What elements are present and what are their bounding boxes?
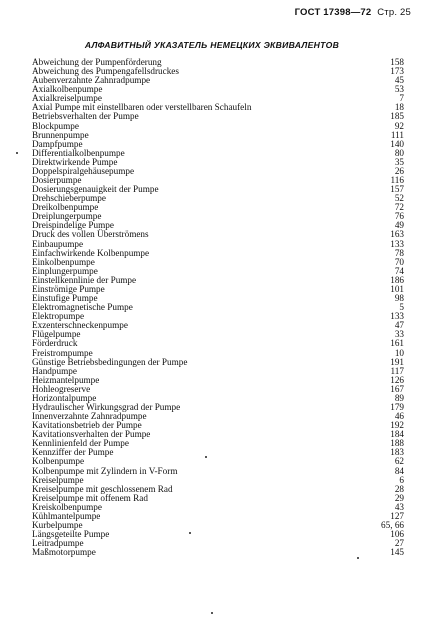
entry-page-number: 84 (394, 465, 404, 476)
entry-term: Freistrompumpe (32, 347, 93, 358)
page-number: Стр. 25 (377, 7, 411, 18)
entry-term: Dosierungsgenauigkeit der Pumpe (32, 184, 159, 195)
entry-term: Direktwirkende Pumpe (32, 156, 118, 167)
entry-term: Förderdruck (32, 338, 78, 349)
entry-page-number: 133 (390, 238, 404, 249)
entry-term: Axial Pumpe mit einstellbaren oder verstellbaren Schaufeln (32, 102, 252, 113)
index-entry (32, 112, 404, 121)
entry-page-number: 111 (390, 129, 404, 140)
entry-page-number: 179 (390, 401, 404, 412)
entry-page-number: 184 (390, 429, 404, 440)
entry-term: Innenverzahnte Zahnradpumpe (32, 411, 147, 422)
entry-term: Exzenterschneckenpumpe (32, 320, 128, 331)
entry-page-number: 185 (390, 111, 404, 122)
index-entry (32, 230, 404, 239)
entry-term: Kurbelpumpe (32, 519, 83, 530)
index-entry (32, 330, 404, 339)
entry-term: Axialkolbenpumpe (32, 84, 103, 95)
entry-page-number: 192 (390, 420, 404, 431)
entry-page-number: 116 (390, 175, 404, 186)
entry-term: Doppelspiralgehäusepumpe (32, 165, 135, 176)
entry-term: Leitradpumpe (32, 538, 84, 549)
entry-term: Maßmotorpumpe (32, 547, 96, 558)
scan-speck (189, 532, 191, 534)
entry-term: Kolbenpumpe mit Zylindern in V-Form (32, 465, 178, 476)
index-entry (32, 321, 404, 330)
index-entry (32, 467, 404, 476)
entry-term: Druck des vollen Überströmens (32, 229, 149, 240)
entry-term: Einströmige Pumpe (32, 283, 105, 294)
scan-speck (357, 557, 359, 559)
entry-page-number: 35 (394, 156, 404, 167)
standard-number: ГОСТ 17398—72 (294, 7, 372, 18)
entry-term: Dreikolbenpumpe (32, 202, 99, 213)
index-entry (32, 167, 404, 176)
entry-page-number: 46 (394, 411, 404, 422)
running-head (295, 7, 411, 18)
entry-term: Handpumpe (32, 365, 77, 376)
entry-page-number: 167 (390, 383, 404, 394)
entry-term: Einfachwirkende Kolbenpumpe (32, 247, 150, 258)
entry-page-number: 33 (394, 329, 404, 340)
entry-page-number: 53 (394, 84, 404, 95)
entry-term: Elektromagnetische Pumpe (32, 302, 133, 313)
scan-speck (211, 612, 213, 614)
entry-page-number: 188 (390, 438, 404, 449)
entry-term: Blockpumpe (32, 120, 79, 131)
index-entry-list (32, 58, 404, 557)
index-entry (32, 548, 404, 557)
entry-page-number: 80 (394, 147, 404, 158)
entry-term: Günstige Betriebsbedingungen der Pumpe (32, 356, 188, 367)
entry-term: Kühlmantelpumpe (32, 510, 101, 521)
index-entry (32, 448, 404, 457)
index-entry (32, 512, 404, 521)
entry-page-number: 89 (394, 392, 404, 403)
entry-page-number: 70 (394, 256, 404, 267)
entry-page-number: 101 (390, 283, 404, 294)
entry-page-number: 163 (390, 229, 404, 240)
entry-term: Kavitationsbetrieb der Pumpe (32, 420, 142, 431)
entry-term: Hydraulischer Wirkungsgrad der Pumpe (32, 401, 181, 412)
index-entry (32, 131, 404, 140)
entry-page-number: 7 (399, 93, 404, 104)
entry-page-number: 106 (390, 529, 404, 540)
entry-term: Drehschieberpumpe (32, 193, 106, 204)
entry-page-number: 157 (390, 184, 404, 195)
scan-speck (16, 152, 18, 154)
entry-page-number: 133 (390, 311, 404, 322)
entry-page-number: 18 (394, 102, 404, 113)
entry-page-number: 78 (394, 247, 404, 258)
entry-term: Kennziffer der Pumpe (32, 447, 114, 458)
entry-page-number: 62 (394, 456, 404, 467)
entry-term: Differentialkolbenpumpe (32, 147, 125, 158)
entry-page-number: 47 (394, 320, 404, 331)
entry-page-number: 26 (394, 165, 404, 176)
index-title: АЛФАВИТНЫЙ УКАЗАТЕЛЬ НЕМЕЦКИХ ЭКВИВАЛЕНТОВ (84, 40, 340, 50)
entry-page-number: 6 (399, 474, 404, 485)
entry-page-number: 145 (390, 547, 404, 558)
entry-page-number: 10 (394, 347, 404, 358)
entry-page-number: 98 (394, 293, 404, 304)
entry-term: Einplungerpumpe (32, 265, 98, 276)
index-entry (32, 358, 404, 367)
entry-page-number: 5 (399, 302, 404, 313)
entry-term: Kreiselpumpe (32, 474, 84, 485)
index-entry (32, 530, 404, 539)
scan-speck (205, 456, 207, 458)
entry-page-number: 74 (394, 265, 404, 276)
entry-term: Hohleogreserve (32, 383, 91, 394)
entry-page-number: 45 (394, 75, 404, 86)
entry-page-number: 72 (394, 202, 404, 213)
entry-page-number: 52 (394, 193, 404, 204)
entry-page-number: 158 (390, 57, 404, 67)
entry-term: Heizmantelpumpe (32, 374, 100, 385)
entry-term: Dreispindelige Pumpe (32, 220, 114, 231)
entry-page-number: 43 (394, 501, 404, 512)
entry-term: Kennlinienfeld der Pumpe (32, 438, 129, 449)
entry-page-number: 173 (390, 66, 404, 77)
entry-term: Betriebsverhalten der Pumpe (32, 111, 139, 122)
entry-page-number: 27 (394, 538, 404, 549)
entry-term: Horizontalpumpe (32, 392, 97, 403)
entry-term: Flügelpumpe (32, 329, 81, 340)
entry-page-number: 65, 66 (381, 519, 404, 530)
entry-term: Aubenverzahnte Zahnradpumpe (32, 75, 151, 86)
entry-term: Dreiplungerpumpe (32, 211, 102, 222)
entry-term: Axialkreiselpumpe (32, 93, 102, 104)
entry-page-number: 161 (390, 338, 404, 349)
entry-page-number: 127 (390, 510, 404, 521)
entry-page-number: 28 (394, 483, 404, 494)
entry-page-number: 76 (394, 211, 404, 222)
index-entry (32, 303, 404, 312)
entry-term: Kavitationsverhalten der Pumpe (32, 429, 151, 440)
entry-page-number: 191 (390, 356, 404, 367)
entry-term: Kreiselpumpe mit geschlossenem Rad (32, 483, 173, 494)
entry-term: Kreiskolbenpumpe (32, 501, 102, 512)
entry-term: Einbaupumpe (32, 238, 84, 249)
entry-term: Kreiselpumpe mit offenem Rad (32, 492, 148, 503)
entry-page-number: 183 (390, 447, 404, 458)
entry-term: Brunnenpumpe (32, 129, 89, 140)
entry-term: Einstufige Pumpe (32, 293, 98, 304)
entry-term: Dosierpumpe (32, 175, 82, 186)
entry-term: Einstellkennlinie der Pumpe (32, 274, 137, 285)
entry-page-number: 186 (390, 274, 404, 285)
entry-page-number: 29 (394, 492, 404, 503)
entry-term: Einkolbenpumpe (32, 256, 95, 267)
entry-page-number: 49 (394, 220, 404, 231)
entry-term: Kolbenpumpe (32, 456, 85, 467)
entry-term: Dampfpumpe (32, 138, 83, 149)
entry-term: Elektropumpe (32, 311, 85, 322)
entry-page-number: 92 (394, 120, 404, 131)
entry-term: Abweichung des Pumpengafellsdruckes (32, 66, 179, 77)
entry-page-number: 140 (390, 138, 404, 149)
entry-term: Längsgeteilte Pumpe (32, 529, 110, 540)
entry-page-number: 126 (390, 374, 404, 385)
entry-term: Abweichung der Pumpenförderung (32, 57, 162, 67)
entry-page-number: 117 (390, 365, 404, 376)
